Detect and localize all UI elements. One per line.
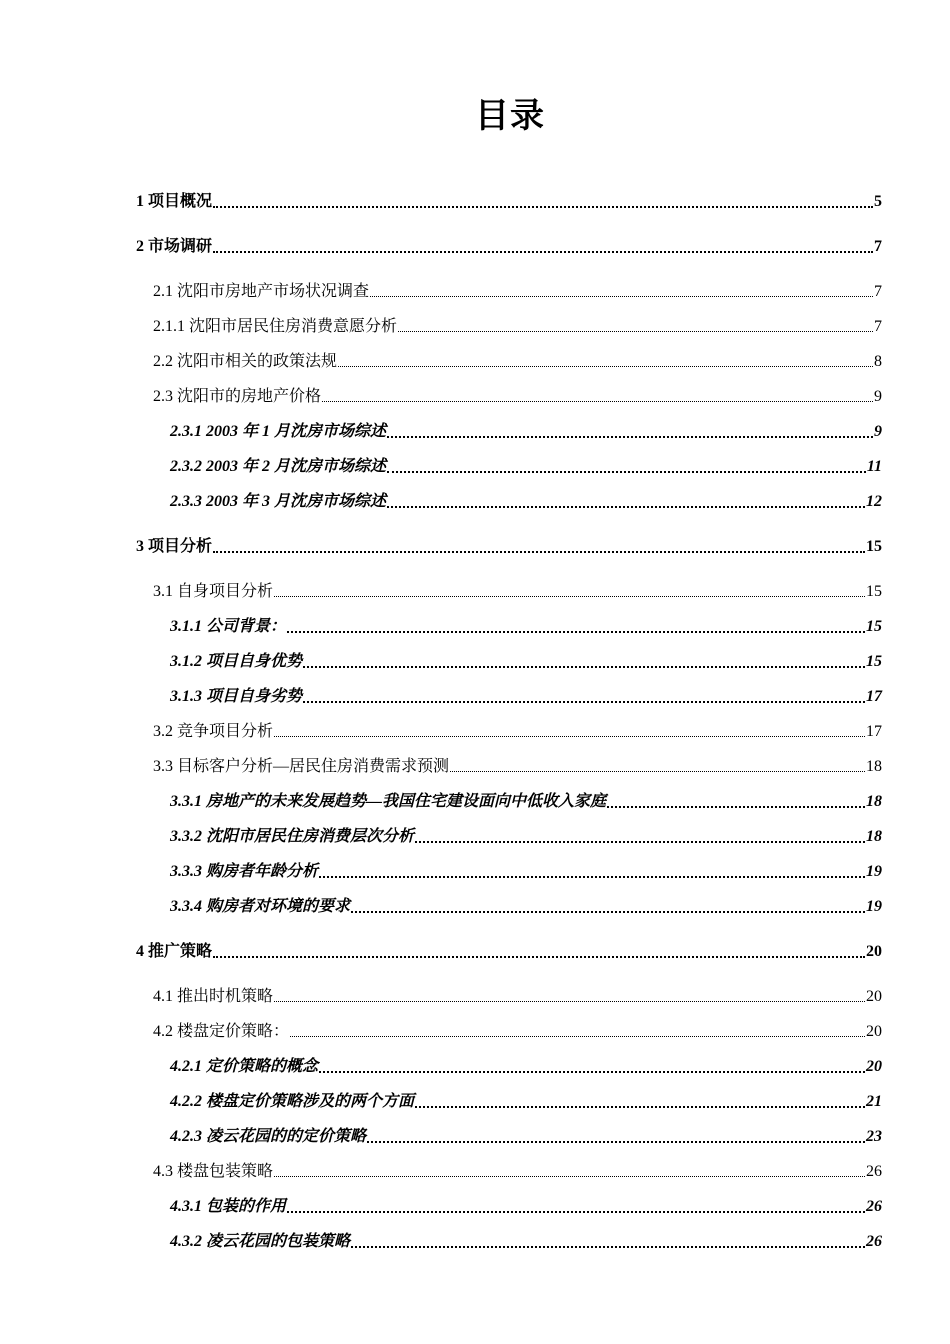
toc-leader-dots (319, 1071, 865, 1073)
toc-leader-dots (398, 331, 873, 332)
toc-page-number: 17 (866, 723, 882, 740)
toc-entry[interactable] (170, 823, 882, 847)
toc-page-number: 23 (866, 1128, 882, 1145)
toc-entry[interactable] (170, 613, 882, 637)
toc-entry[interactable] (136, 188, 882, 212)
toc-entry-label: 2.3.1 2003 年 1 月沈房市场综述 (170, 423, 387, 440)
toc-entry[interactable] (153, 1018, 882, 1042)
toc-page-number: 20 (866, 988, 882, 1005)
toc-entry-label: 3.1 自身项目分析 (153, 583, 274, 600)
toc-entry-label: 4.1 推出时机策略 (153, 988, 274, 1005)
toc-leader-dots (351, 911, 865, 913)
toc-entry[interactable] (153, 753, 882, 777)
toc-leader-dots (322, 401, 873, 402)
toc-entry-label: 3 项目分析 (136, 538, 213, 555)
toc-entry[interactable] (153, 278, 882, 302)
toc-page-number: 9 (874, 388, 882, 405)
toc-leader-dots (387, 506, 865, 508)
toc-leader-dots (415, 841, 865, 843)
toc-entry-label: 4.2.3 凌云花园的的定价策略 (170, 1128, 367, 1145)
toc-page-number: 19 (866, 863, 882, 880)
toc-leader-dots (387, 471, 866, 473)
toc-entry[interactable] (170, 893, 882, 917)
toc-entry-label: 3.3.3 购房者年龄分析 (170, 863, 319, 880)
toc-entry-label: 3.3.4 购房者对环境的要求 (170, 898, 351, 915)
toc-entry-label: 4.2.2 楼盘定价策略涉及的两个方面 (170, 1093, 415, 1110)
toc-entry[interactable] (153, 1158, 882, 1182)
toc-page-number: 7 (874, 238, 882, 255)
toc-entry-label: 2.3.2 2003 年 2 月沈房市场综述 (170, 458, 387, 475)
toc-entry-label: 3.2 竞争项目分析 (153, 723, 274, 740)
toc-entry[interactable] (170, 418, 882, 442)
toc-entry-label: 2 市场调研 (136, 238, 213, 255)
toc-entry[interactable] (170, 648, 882, 672)
toc-leader-dots (213, 956, 865, 958)
toc-page-number: 15 (866, 583, 882, 600)
toc-entry-label: 3.1.2 项目自身优势 (170, 653, 303, 670)
toc-entry[interactable] (153, 718, 882, 742)
toc-leader-dots (387, 436, 873, 438)
toc-entry-label: 2.3 沈阳市的房地产价格 (153, 388, 322, 405)
toc-leader-dots (274, 736, 865, 737)
toc-page-number: 18 (866, 828, 882, 845)
toc-leader-dots (303, 666, 865, 668)
toc-entry[interactable] (170, 1053, 882, 1077)
toc-entry-label: 4.3.2 凌云花园的包装策略 (170, 1233, 351, 1250)
toc-leader-dots (303, 701, 865, 703)
toc-entry-label: 4 推广策略 (136, 943, 213, 960)
page-title: 目录 (475, 96, 545, 136)
toc-page-number: 19 (866, 898, 882, 915)
toc-leader-dots (213, 251, 873, 253)
toc-entry[interactable] (170, 788, 882, 812)
toc-entry-label: 3.1.1 公司背景： (170, 618, 287, 635)
toc-entry[interactable] (170, 1088, 882, 1112)
toc-page-number: 21 (866, 1093, 882, 1110)
toc-entry[interactable] (136, 938, 882, 962)
toc-leader-dots (367, 1141, 865, 1143)
toc-entry[interactable] (153, 348, 882, 372)
toc-leader-dots (290, 1036, 865, 1037)
toc-leader-dots (274, 596, 865, 597)
toc-leader-dots (351, 1246, 865, 1248)
toc-page-number: 8 (874, 353, 882, 370)
toc-leader-dots (274, 1001, 865, 1002)
toc-page-number: 11 (866, 458, 882, 475)
toc-page-number: 18 (866, 758, 882, 775)
toc-entry[interactable] (170, 488, 882, 512)
toc-page-number: 17 (866, 688, 882, 705)
toc-page-number: 26 (866, 1198, 882, 1215)
toc-entry-label: 4.2 楼盘定价策略： (153, 1023, 290, 1040)
toc-entry[interactable] (170, 858, 882, 882)
toc-leader-dots (213, 551, 865, 553)
toc-leader-dots (370, 296, 873, 297)
toc-page-number: 15 (866, 653, 882, 670)
toc-leader-dots (607, 806, 865, 808)
toc-entry-label: 3.1.3 项目自身劣势 (170, 688, 303, 705)
toc-entry-label: 3.3.1 房地产的未来发展趋势—我国住宅建设面向中低收入家庭 (170, 793, 607, 810)
toc-entry[interactable] (170, 1228, 882, 1252)
toc-leader-dots (319, 876, 865, 878)
toc-entry[interactable] (136, 233, 882, 257)
toc-entry-label: 2.1.1 沈阳市居民住房消费意愿分析 (153, 318, 398, 335)
toc-entry-label: 3.3 目标客户分析—居民住房消费需求预测 (153, 758, 450, 775)
toc-leader-dots (287, 1211, 865, 1213)
toc-entry-label: 2.3.3 2003 年 3 月沈房市场综述 (170, 493, 387, 510)
toc-entry[interactable] (153, 578, 882, 602)
toc-leader-dots (450, 771, 865, 772)
toc-leader-dots (213, 206, 873, 208)
toc-page-number: 12 (866, 493, 882, 510)
toc-page-number: 20 (866, 1023, 882, 1040)
toc-entry-label: 1 项目概况 (136, 193, 213, 210)
toc-page-number: 7 (874, 318, 882, 335)
toc-entry[interactable] (153, 983, 882, 1007)
toc-leader-dots (274, 1176, 865, 1177)
toc-page-number: 20 (866, 943, 882, 960)
toc-page-number: 5 (874, 193, 882, 210)
toc-entry-label: 2.1 沈阳市房地产市场状况调查 (153, 283, 370, 300)
toc-leader-dots (287, 631, 865, 633)
toc-entry[interactable] (170, 683, 882, 707)
toc-page-number: 18 (866, 793, 882, 810)
toc-leader-dots (415, 1106, 865, 1108)
toc-entry[interactable] (136, 533, 882, 557)
toc-entry-label: 4.3.1 包装的作用 (170, 1198, 287, 1215)
toc-page-number: 15 (866, 618, 882, 635)
toc-page-number: 7 (874, 283, 882, 300)
toc-entry-label: 2.2 沈阳市相关的政策法规 (153, 353, 338, 370)
toc-leader-dots (338, 366, 873, 367)
toc-page-number: 9 (874, 423, 882, 440)
toc-page-number: 20 (866, 1058, 882, 1075)
toc-entry-label: 4.2.1 定价策略的概念 (170, 1058, 319, 1075)
toc-entry[interactable] (170, 453, 882, 477)
toc-page-number: 26 (866, 1163, 882, 1180)
toc-entry[interactable] (153, 383, 882, 407)
toc-entry-label: 3.3.2 沈阳市居民住房消费层次分析 (170, 828, 415, 845)
toc-entry[interactable] (170, 1193, 882, 1217)
toc-entry[interactable] (170, 1123, 882, 1147)
toc-entry[interactable] (153, 313, 882, 337)
toc-page-number: 26 (866, 1233, 882, 1250)
toc-entry-label: 4.3 楼盘包装策略 (153, 1163, 274, 1180)
toc-page-number: 15 (866, 538, 882, 555)
